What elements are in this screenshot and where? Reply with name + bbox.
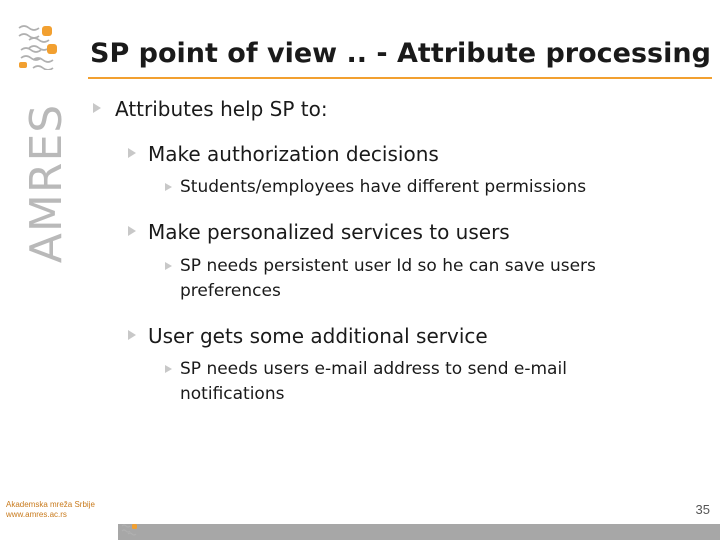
brand-name: AMRES (21, 103, 73, 263)
footer-bar-gap (0, 524, 118, 540)
amres-logo-icon (15, 22, 63, 70)
bullet-text: Make authorization decisions (148, 142, 439, 166)
bullet-arrow-icon (93, 103, 101, 113)
bullet-arrow-icon (128, 226, 136, 236)
footer-org-name: Akademska mreža Srbije (6, 500, 95, 509)
bullet-arrow-icon (165, 183, 172, 191)
bullet-level2 (128, 142, 439, 166)
bullet-level3 (165, 254, 655, 304)
footer-url: www.amres.ac.rs (6, 510, 67, 519)
bullet-arrow-icon (128, 330, 136, 340)
brand-vertical-text (20, 94, 74, 272)
bullet-text: User gets some additional service (148, 324, 488, 348)
bullet-text: Make personalized services to users (148, 220, 510, 244)
bullet-text: Students/employees have different permissions (180, 177, 587, 197)
bullet-level2 (128, 220, 510, 244)
slide-title: SP point of view .. - Attribute processing (90, 38, 711, 69)
footer-logo-icon (120, 522, 140, 540)
title-underline (88, 77, 712, 79)
bullet-text: SP needs persistent user Id so he can save users preferences (180, 256, 596, 301)
bullet-arrow-icon (128, 148, 136, 158)
bullet-arrow-icon (165, 262, 172, 270)
bullet-text: Attributes help SP to: (115, 97, 328, 121)
page-number: 35 (695, 502, 710, 517)
bullet-arrow-icon (165, 365, 172, 373)
bullet-level3 (165, 175, 665, 200)
footer-org-info (6, 500, 95, 520)
bullet-level3 (165, 357, 645, 407)
bullet-level2 (128, 324, 488, 348)
bullet-level1 (93, 97, 328, 121)
bullet-text: SP needs users e-mail address to send e-mail notifications (180, 359, 567, 404)
